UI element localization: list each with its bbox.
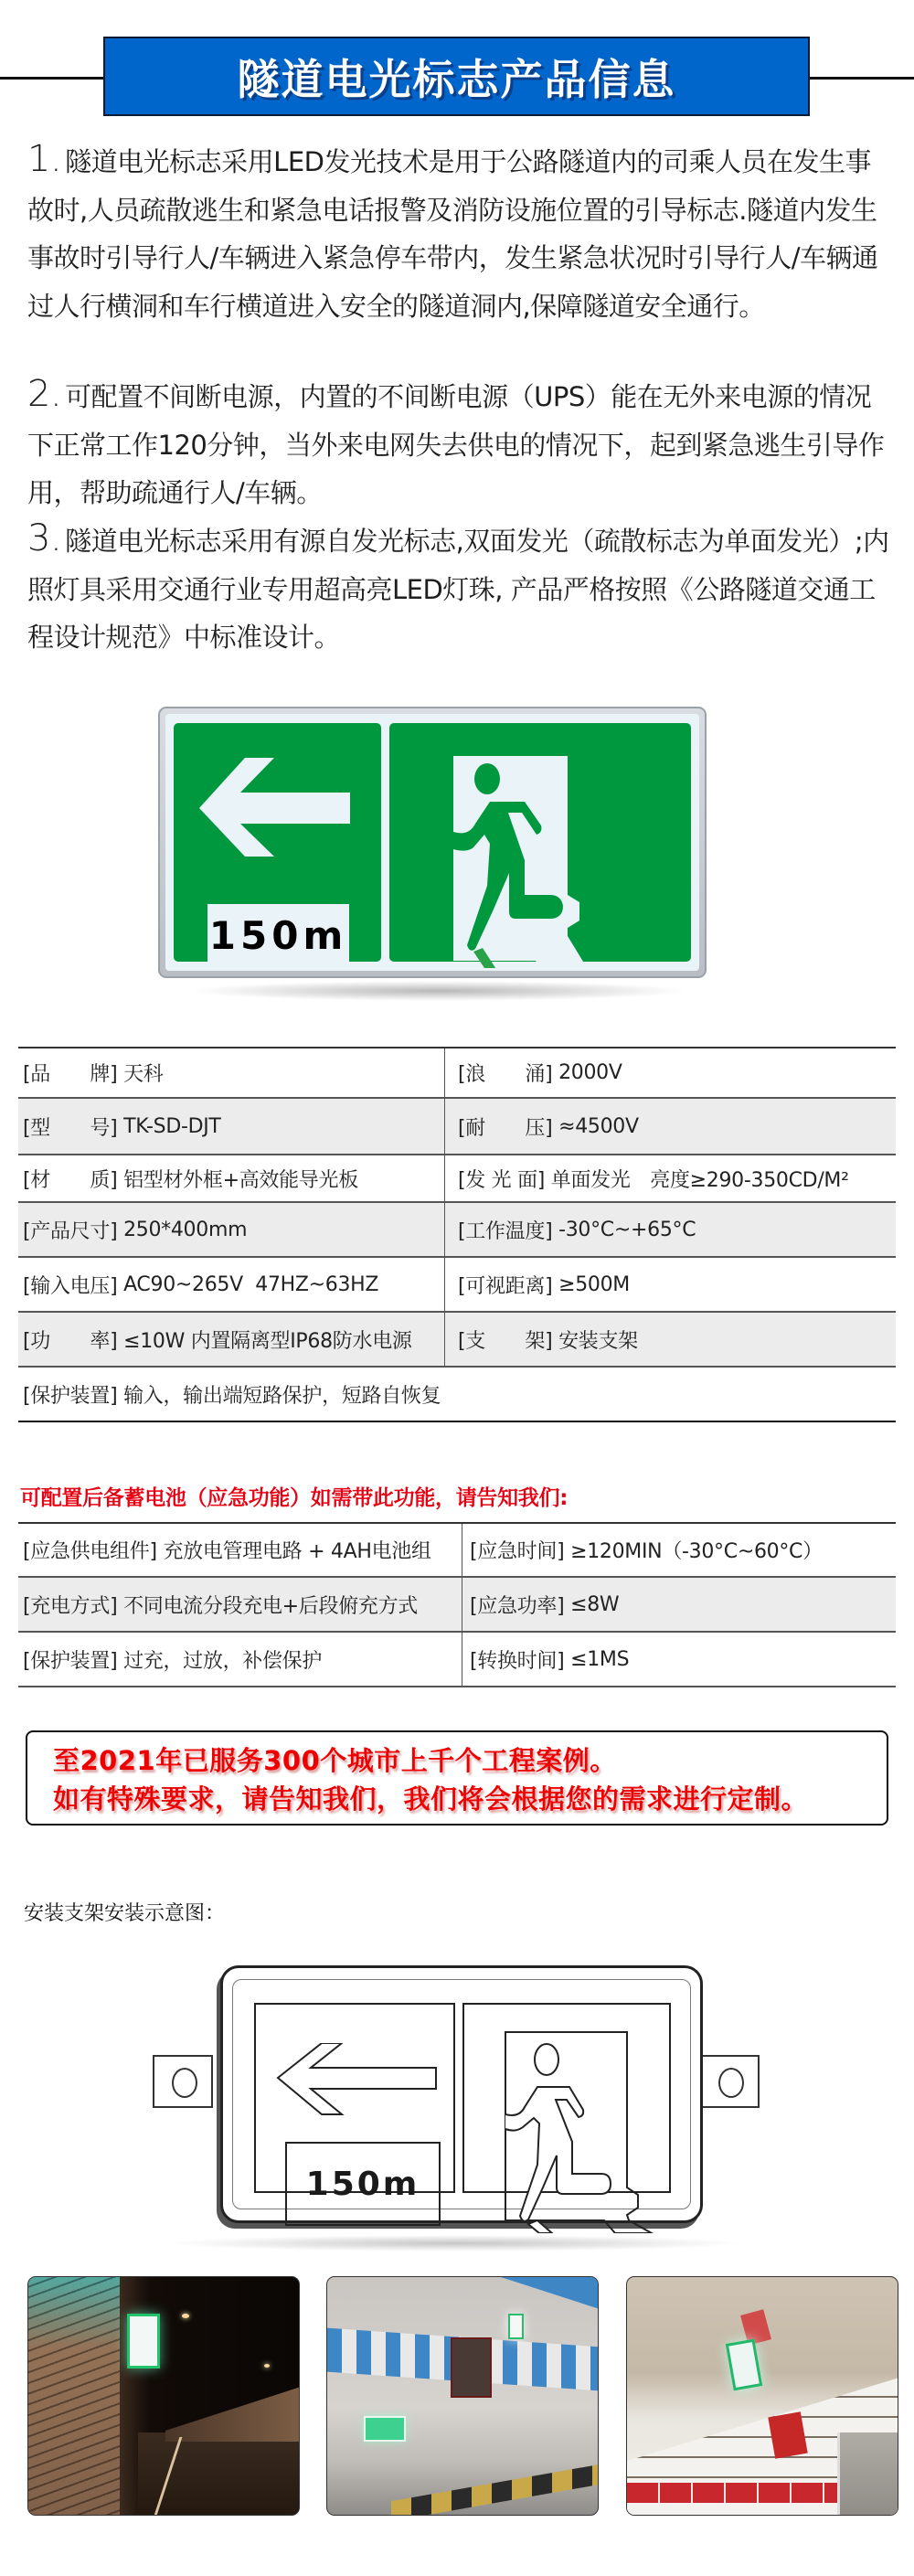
mounting-hole-icon bbox=[172, 2068, 197, 2098]
steel-door bbox=[837, 2432, 898, 2516]
spec-cell-emergency-time bbox=[462, 1524, 896, 1576]
spec-cell-size bbox=[18, 1203, 445, 1256]
table-row bbox=[18, 1258, 896, 1313]
bracket-install-diagram bbox=[151, 1947, 772, 2235]
diagram-shadow bbox=[165, 2235, 745, 2251]
spec-value: 输入，输出端短路保护，短路自恢复 bbox=[117, 1384, 441, 1408]
service-notice-box bbox=[26, 1730, 888, 1826]
table-row bbox=[18, 1203, 896, 1258]
spec-label: [应急供电组件] bbox=[23, 1540, 157, 1563]
diagram-caption: 安装支架安装示意图： bbox=[24, 1902, 226, 1925]
spec-cell-protection bbox=[18, 1368, 896, 1421]
top-blue-band bbox=[501, 2277, 599, 2309]
sign-shadow bbox=[187, 981, 690, 1001]
photo-tunnel-tile-wall-sign bbox=[626, 2276, 898, 2516]
spec-label: [支 架] bbox=[458, 1329, 553, 1353]
diagram-left-panel bbox=[254, 2003, 455, 2203]
spec-cell-charging-method bbox=[18, 1578, 462, 1631]
diagram-sign-body bbox=[220, 1965, 703, 2223]
spec-cell-power bbox=[18, 1313, 445, 1366]
notice-line-1: 至2021年已服务300个城市上千个工程案例。 bbox=[53, 1745, 617, 1776]
tunnel-ceiling-light bbox=[182, 2314, 189, 2318]
intro-paragraph-3 bbox=[27, 515, 891, 662]
distance-text: 150m bbox=[208, 912, 348, 958]
arrow-left-icon bbox=[199, 758, 355, 858]
fire-cabinet bbox=[451, 2337, 492, 2398]
battery-spec-table bbox=[18, 1522, 896, 1687]
running-man-exit-icon bbox=[417, 749, 682, 968]
spec-label: [充电方式] bbox=[23, 1594, 118, 1618]
notice-line-2: 如有特殊要求，请告知我们，我们将会根据您的需求进行定制。 bbox=[53, 1783, 809, 1815]
spec-label: [输入电压] bbox=[23, 1274, 118, 1298]
spec-label: [功 率] bbox=[23, 1329, 118, 1353]
spec-value: 单面发光 亮度≥290-350CD/M² bbox=[545, 1168, 849, 1192]
spec-cell-visible-distance bbox=[445, 1258, 896, 1311]
battery-option-heading: 可配置后备蓄电池（应急功能）如需带此功能，请告知我们: bbox=[20, 1486, 569, 1510]
spec-cell-emergency-power bbox=[462, 1578, 896, 1631]
spec-label: [应急功率] bbox=[470, 1594, 565, 1618]
product-sign-image bbox=[151, 690, 727, 1001]
parking-sign-lit bbox=[127, 2314, 160, 2368]
spec-cell-material bbox=[18, 1155, 445, 1201]
mounting-tab-right bbox=[699, 2055, 760, 2108]
distance-label-box bbox=[207, 904, 349, 966]
spec-label: [材 质] bbox=[23, 1168, 118, 1192]
mounting-tab-left bbox=[153, 2055, 213, 2108]
photo-tunnel-wall-exit-sign bbox=[326, 2276, 599, 2516]
spec-value: 不同电流分段充电+后段俯充方式 bbox=[117, 1594, 419, 1618]
spec-label: [产品尺寸] bbox=[23, 1219, 118, 1243]
title-banner bbox=[103, 37, 810, 116]
paragraph-number: 1. bbox=[27, 138, 62, 180]
spec-value: ≤10W 内置隔离型IP68防水电源 bbox=[117, 1329, 412, 1353]
spec-value: 铝型材外框+高效能导光板 bbox=[117, 1168, 358, 1192]
spec-value: ≤1MS bbox=[564, 1647, 630, 1671]
spec-label: [应急时间] bbox=[470, 1540, 565, 1563]
spec-label: [发 光 面] bbox=[458, 1168, 546, 1192]
spec-value: 250*400mm bbox=[117, 1218, 248, 1241]
spec-value: TK-SD-DJT bbox=[117, 1114, 221, 1138]
diagram-distance-box bbox=[285, 2142, 441, 2226]
spec-cell-surge bbox=[445, 1048, 896, 1097]
page-title: 隧道电光标志产品信息 bbox=[237, 54, 676, 104]
spec-value: 过充，过放，补偿保护 bbox=[117, 1649, 323, 1673]
curb-stripes bbox=[391, 2464, 599, 2516]
spec-cell-input-voltage bbox=[18, 1258, 445, 1311]
paragraph-number: 2. bbox=[27, 373, 62, 415]
spec-label: [品 牌] bbox=[23, 1063, 118, 1086]
tunnel-right-wall bbox=[165, 2387, 300, 2442]
table-row bbox=[18, 1524, 896, 1578]
table-row bbox=[18, 1155, 896, 1203]
mounting-hole-icon bbox=[718, 2068, 744, 2098]
spec-value: ≥120MIN（-30°C~60°C） bbox=[564, 1540, 823, 1563]
spec-table bbox=[18, 1047, 896, 1422]
spec-value: ≥500M bbox=[552, 1272, 630, 1296]
paragraph-text: 隧道电光标志采用LED发光技术是用于公路隧道内的司乘人员在发生事故时,人员疏散逃生和紧急电话报警及消防设施位置的引导标志.隧道内发生事故时引导行人/车辆进入紧急停车带内，发生紧急状况时引导行人/车辆通过人行横洞和车行横道进入安全的隧道洞内,保障隧道安全通行。 bbox=[27, 146, 878, 322]
arrow-left-outline-icon bbox=[276, 2043, 441, 2116]
spec-cell-brand bbox=[18, 1048, 445, 1097]
extinguisher-sign-lit bbox=[726, 2339, 763, 2391]
table-row bbox=[18, 1313, 896, 1368]
spec-cell-battery-protection bbox=[18, 1633, 462, 1686]
table-row bbox=[18, 1633, 896, 1687]
tunnel-ceiling-light bbox=[264, 2364, 270, 2368]
spec-cell-temperature bbox=[445, 1203, 896, 1256]
paragraph-text: 可配置不间断电源，内置的不间断电源（UPS）能在无外来电源的情况下正常工作120分钟，当外来电网失去供电的情况下，起到紧急逃生引导作用，帮助疏通行人/车辆。 bbox=[27, 381, 885, 508]
spec-value: 天科 bbox=[117, 1063, 164, 1086]
spec-label: [型 号] bbox=[23, 1116, 118, 1140]
sign-face bbox=[165, 714, 699, 971]
spec-cell-emitting-face bbox=[445, 1155, 896, 1201]
red-panel bbox=[768, 2411, 807, 2459]
spec-label: [转换时间] bbox=[470, 1649, 565, 1673]
spec-cell-switch-time bbox=[462, 1633, 896, 1686]
table-row bbox=[18, 1099, 896, 1155]
tunnel-wall-tiles bbox=[28, 2277, 120, 2516]
spec-value: ≈4500V bbox=[552, 1114, 639, 1138]
tunnel-road bbox=[138, 2432, 300, 2516]
exit-sign-lit bbox=[364, 2416, 406, 2442]
spec-value: 安装支架 bbox=[552, 1329, 638, 1353]
spec-label: [浪 涌] bbox=[458, 1063, 553, 1086]
spec-value: 2000V bbox=[552, 1061, 622, 1084]
spec-value: -30°C~+65°C bbox=[552, 1218, 696, 1241]
small-sign-lit bbox=[508, 2314, 524, 2339]
spec-label: [耐 压] bbox=[458, 1116, 553, 1140]
sign-left-panel bbox=[174, 723, 381, 962]
spec-label: [工作温度] bbox=[458, 1219, 553, 1243]
table-row bbox=[18, 1368, 896, 1422]
spec-cell-model bbox=[18, 1099, 445, 1154]
sign-right-panel bbox=[389, 723, 691, 962]
table-row bbox=[18, 1578, 896, 1633]
photo-tunnel-night-sign bbox=[27, 2276, 300, 2516]
paragraph-number: 3. bbox=[27, 517, 62, 559]
spec-cell-withstand bbox=[445, 1099, 896, 1154]
intro-paragraph-1 bbox=[27, 135, 891, 330]
spec-cell-emergency-power-unit bbox=[18, 1524, 462, 1576]
spec-label: [保护装置] bbox=[23, 1649, 118, 1673]
spec-value: 充放电管理电路 + 4AH电池组 bbox=[156, 1540, 431, 1563]
paragraph-text: 隧道电光标志采用有源自发光标志,双面发光（疏散标志为单面发光）;内照灯具采用交通行业专用超高亮LED灯珠, 产品严格按照《公路隧道交通工程设计规范》中标准设计。 bbox=[27, 526, 889, 653]
spec-value: AC90~265V 47HZ~63HZ bbox=[117, 1272, 379, 1296]
intro-paragraph-2 bbox=[27, 370, 891, 517]
spec-label: [保护装置] bbox=[23, 1384, 118, 1408]
diagram-right-panel bbox=[462, 2003, 671, 2193]
spec-label: [可视距离] bbox=[458, 1274, 553, 1298]
spec-cell-bracket bbox=[445, 1313, 896, 1366]
spec-value: ≤8W bbox=[564, 1592, 620, 1616]
diagram-distance-text: 150m bbox=[305, 2165, 420, 2203]
table-row bbox=[18, 1048, 896, 1099]
sign-aluminum-frame bbox=[158, 707, 707, 978]
running-man-exit-outline-icon bbox=[464, 2005, 671, 2233]
